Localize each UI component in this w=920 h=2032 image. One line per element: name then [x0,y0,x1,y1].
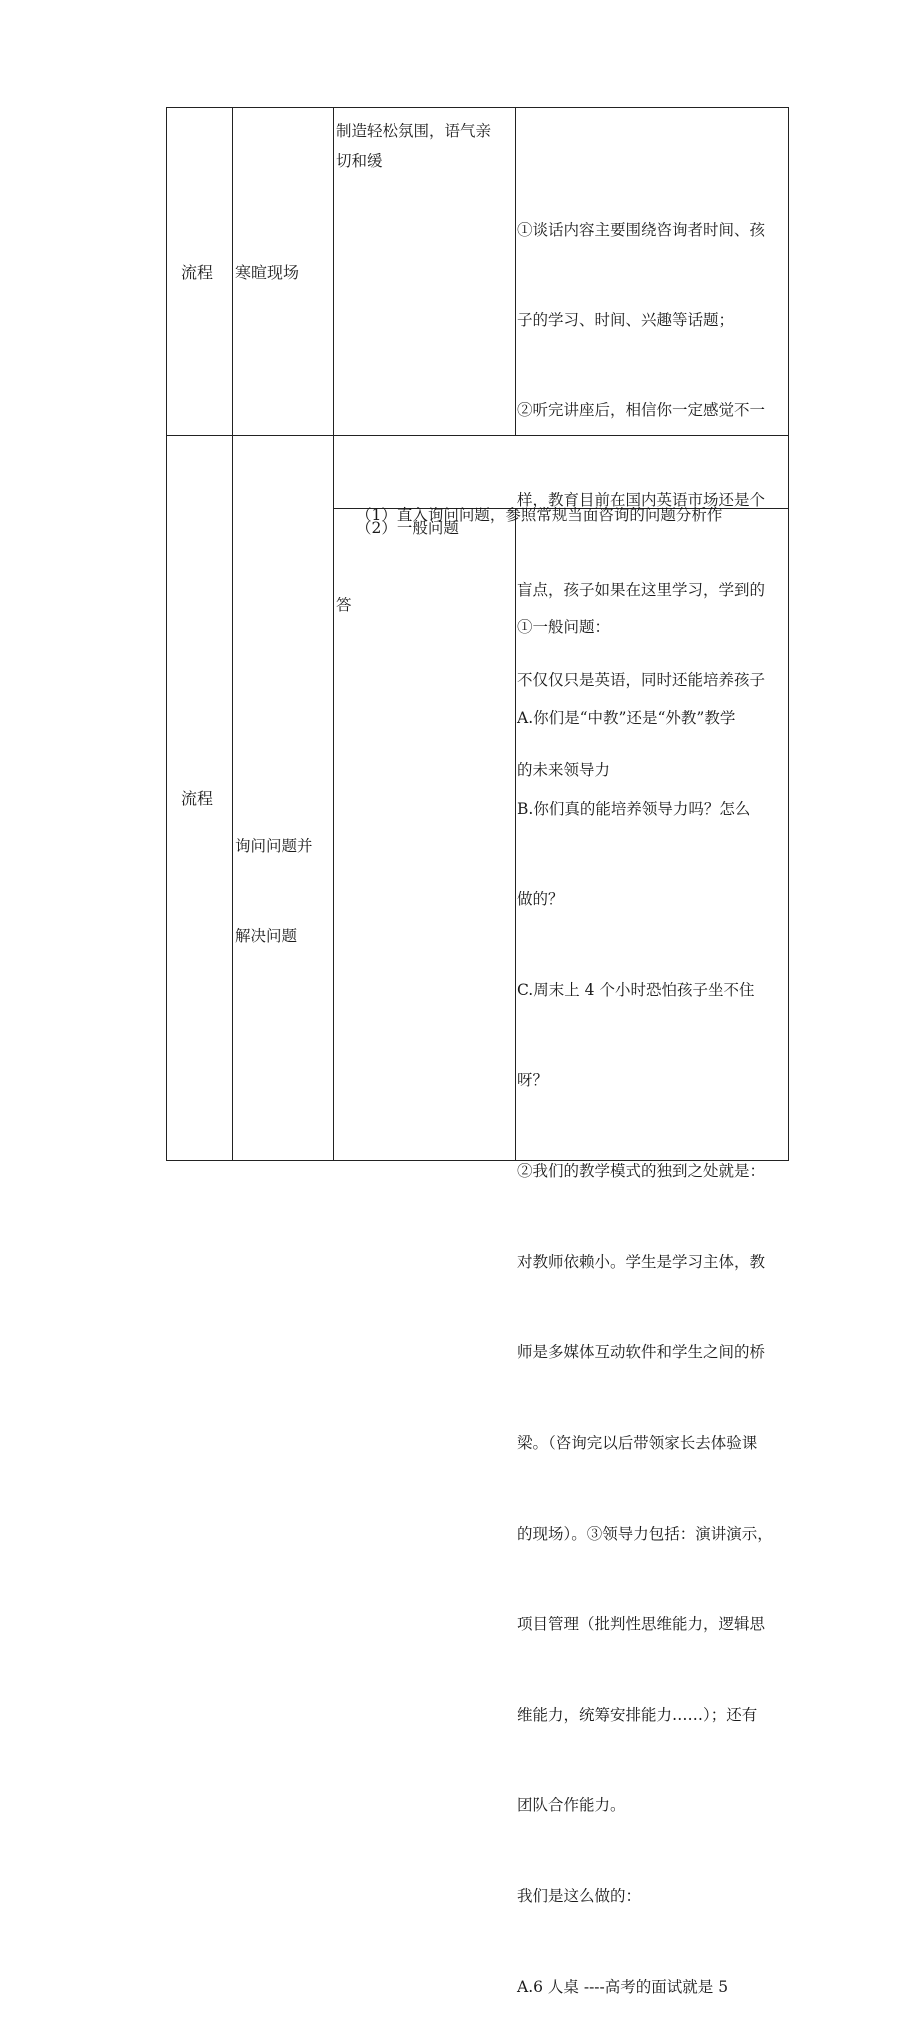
row1-stage-label: 寒暄现场 [235,263,300,282]
row2-answers-text [517,552,789,2032]
line: 项目管理（批判性思维能力，逻辑思 [517,1615,766,1634]
line: B.你们真的能培养领导力吗？怎么 [517,799,751,818]
line: 团队合作能力。 [517,1796,626,1815]
table-top-border [166,107,789,108]
line: （1）直入询问问题，参照常规当面咨询的问题分析作 [356,506,723,524]
col-divider-3-upper [515,107,516,436]
line: 子的学习、时间、兴趣等话题； [517,311,735,329]
line: 解决问题 [235,927,298,945]
line: 维能力，统筹安排能力……）；还有 [517,1705,758,1724]
line: 样，教育目前在国内英语市场还是个 [517,491,766,509]
row2-stage-label [235,771,331,981]
line: 呀？ [517,1071,549,1090]
line: A.6 人桌 ----高考的面试就是 5 [517,1977,729,1996]
col-divider-2 [333,107,334,1161]
line: 对教师依赖小。学生是学习主体，教 [517,1252,766,1271]
line: 梁。（咨询完以后带领家长去体验课 [517,1433,758,1452]
line: 答 [336,596,352,614]
line: A.你们是“中教”还是“外教”教学 [517,709,736,728]
col-divider-1 [232,107,233,1161]
line: ②听完讲座后，相信你一定感觉不一 [517,401,766,419]
line: ①一般问题： [517,618,611,637]
line: 做的？ [517,890,564,909]
line: 的现场）。③领导力包括：演讲演示， [517,1524,773,1543]
line: 询问问题并 [235,837,313,855]
row2-process-label: 流程 [181,789,214,808]
row1-process-label: 流程 [181,263,214,282]
line: 师是多媒体互动软件和学生之间的桥 [517,1343,766,1362]
line: ①谈话内容主要围绕咨询者时间、孩 [517,221,766,239]
line: 我们是这么做的： [517,1886,642,1905]
line: C.周末上 4 个小时恐怕孩子坐不住 [517,980,755,999]
line: 盲点，孩子如果在这里学习，学到的 [517,581,766,599]
row2-sub2-label: （2）一般问题 [356,519,459,537]
line: 的未来领导力 [517,761,611,779]
row1-goal-text: 制造轻松氛围，语气亲切和缓 [336,122,492,170]
table-left-border [166,107,167,1161]
line: ②我们的教学模式的独到之处就是： [517,1162,766,1181]
line: 不仅仅只是英语，同时还能培养孩子 [517,671,766,689]
